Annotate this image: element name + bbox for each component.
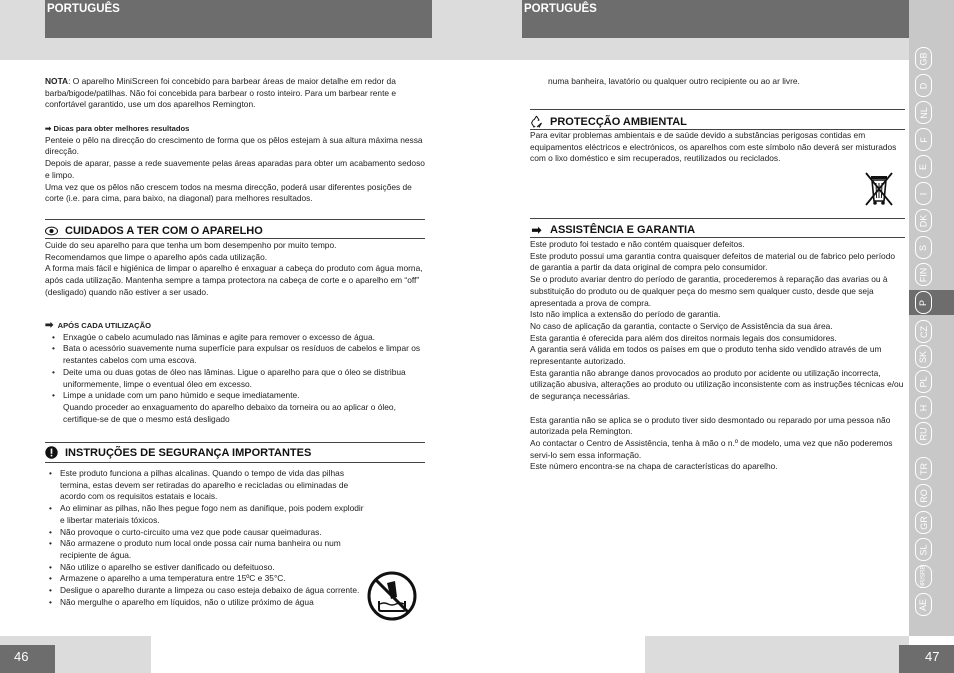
tips-line: Uma vez que os pêlos não crescem todos na mesma direcção, poderá usar diferentes posições de corte (i.e. para cima, para baixo, na diagonal) para melhores resultados.: [45, 181, 412, 204]
warranty-line: Este produto foi testado e não contém quaisquer defeitos.: [530, 239, 745, 249]
footer-band-right: [645, 636, 909, 673]
lang-tab-ae[interactable]: AE: [915, 593, 932, 616]
tips-block: [45, 123, 427, 205]
after-use-item: • Deite uma ou duas gotas de óleo nas lâminas. Ligue o aparelho para que o óleo se distribua uniformemente, limpe o eventual óleo em excesso.: [50, 367, 427, 390]
tips-line: Penteie o pêlo na direcção do crescimento de forma que os pêlos estejam à sua altura máxima nessa direcção.: [45, 134, 423, 157]
warranty-section-title: [530, 223, 695, 236]
safety-item: • Ao eliminar as pilhas, não lhes pegue fogo nem as danifique, pois podem explodir e libertar materiais tóxicos.: [47, 503, 365, 526]
warranty-line: Isto não implica a extensão do período de garantia.: [530, 309, 721, 320]
env-section-title: [530, 115, 687, 128]
header-language-right: PORTUGUÊS: [522, 0, 909, 38]
lang-tab-d[interactable]: D: [915, 74, 932, 97]
warning-icon: [45, 446, 58, 459]
lang-tab-hr-srb[interactable]: HR/SRB: [915, 565, 932, 588]
section-rule: [45, 238, 425, 239]
care-line: Cuide do seu aparelho para que tenha um bom desempenho por muito tempo.: [45, 240, 337, 250]
arrow-right-icon: ➡: [45, 124, 52, 133]
warranty-line: Este número encontra-se na chapa de características do aparelho.: [530, 461, 778, 472]
care-line: Recomendamos que limpe o aparelho após cada utilização.: [45, 251, 268, 262]
arrow-right-icon: ➡: [45, 320, 54, 331]
tips-title: Dicas para obter melhores resultados: [53, 124, 190, 133]
warranty-line: No caso de aplicação da garantia, contacte o Serviço de Assistência da sua área.: [530, 320, 833, 331]
after-use-item: • Enxagúe o cabelo acumulado nas lâminas e agite para remover o excesso de água.: [50, 332, 427, 344]
section-rule: [530, 237, 905, 238]
header-language-left: PORTUGUÊS: [45, 0, 432, 38]
safety-item: • Armazene o aparelho a uma temperatura entre 15ºC e 35°C.: [47, 573, 365, 585]
lang-tab-nl[interactable]: NL: [915, 101, 932, 124]
safety-item: • Este produto funciona a pilhas alcalinas. Quando o tempo de vida das pilhas termina, estas devem ser retiradas do aparelho e recicladas ou eliminadas de acordo com os requisitos estatais e locais.: [47, 468, 365, 503]
lang-tab-ru[interactable]: RU: [915, 422, 932, 445]
section-rule: [530, 218, 905, 219]
lang-tab-ro[interactable]: RO: [915, 484, 932, 507]
lang-tab-dk[interactable]: DK: [915, 209, 932, 232]
safety-title: INSTRUÇÕES DE SEGURANÇA IMPORTANTES: [65, 446, 312, 459]
safety-item: • Não provoque o curto-circuito uma vez que pode causar queimaduras.: [47, 527, 365, 539]
lang-tab-s[interactable]: S: [915, 236, 932, 259]
warranty-line: Esta garantia não abrange danos provocados ao produto por acidente ou utilização incorrecta, utilização abusiva, alterações ao produto ou utilização inconsistente com as instruções técnicas e/ou de segurança necessárias.: [530, 367, 904, 402]
warranty-line: Esta garantia é oferecida para além dos direitos normais legais dos consumidores.: [530, 332, 837, 343]
lang-tab-pl[interactable]: PL: [915, 370, 932, 393]
safety-item: • Não utilize o aparelho se estiver danificado ou defeituoso.: [47, 562, 365, 574]
section-rule: [45, 462, 425, 463]
lang-tab-tr[interactable]: TR: [915, 457, 932, 480]
page-number-left: 46: [0, 645, 55, 673]
care-line: A forma mais fácil e higiénica de limpar o aparelho é enxaguar a cabeça do produto com água morna, após cada utilização. Mantenha sempre a tampa protectora na cabeça de corte e o aparelho em “off” (desligado) quando não estiver a ser usado.: [45, 263, 423, 297]
warranty-line: A garantia será válida em todos os países em que o produto tenha sido vendido através de um representante autorizado.: [530, 344, 882, 367]
eye-icon: [45, 224, 58, 237]
lang-tab-sk[interactable]: SK: [915, 345, 932, 368]
arrow-right-icon: ➡: [531, 222, 542, 237]
lang-tab-sl[interactable]: SL: [915, 538, 932, 561]
nota-paragraph: [45, 76, 427, 111]
page-number-right: 47: [899, 645, 954, 673]
lang-tab-gr[interactable]: GR: [915, 511, 932, 534]
safety-item: • Não armazene o produto num local onde possa cair numa banheira ou num recipiente de água.: [47, 538, 365, 561]
after-use-block: [45, 320, 427, 425]
lang-tab-p[interactable]: P: [915, 291, 932, 314]
recycle-icon: [530, 115, 543, 128]
tips-line: Depois de aparar, passe a rede suavemente pelas áreas aparadas para obter um acabamento sedoso e limpo.: [45, 158, 425, 180]
env-text: Para evitar problemas ambientais e de saúde devido a substâncias perigosas contidas em equipamentos eléctricos e electrónicos, os aparelhos com este símbolo não deverá ser misturados com o lixo doméstico e sim recuperados, reutilizados ou reciclados.: [530, 130, 897, 164]
lang-tab-e[interactable]: E: [915, 155, 932, 178]
lang-tab-f[interactable]: F: [915, 128, 932, 151]
no-water-immersion-icon: [367, 571, 417, 621]
env-title: PROTECÇÃO AMBIENTAL: [550, 115, 687, 128]
after-use-note: Quando proceder ao enxaguamento do aparelho debaixo da torneira ou ao aplicar o óleo, certifique-se de que o mesmo está desligado: [63, 401, 396, 424]
section-rule: [45, 219, 425, 220]
after-use-item: • Limpe a unidade com um pano húmido e seque imediatamente.: [50, 390, 427, 402]
continuation-text: numa banheira, lavatório ou qualquer outro recipiente ou ao ar livre.: [548, 76, 800, 86]
nota-label: NOTA: [45, 76, 69, 86]
lang-tab-i[interactable]: I: [915, 182, 932, 205]
nota-text: : O aparelho MiniScreen foi concebido para barbear áreas de maior detalhe em redor da barba/bigode/patilhas. Não foi concebida para barbear o rosto inteiro. Para um barbear rente e confortável garantido, use um dos aparelhos Remington.: [45, 76, 397, 110]
section-rule: [45, 442, 425, 443]
warranty-line: Se o produto avariar dentro do período de garantia, procederemos à reparação das avarias ou à substituição do produto ou de qualquer peça do mesmo sem qualquer custo, desde que seja apresentada a prova de compra.: [530, 274, 888, 308]
safety-section-title: [45, 446, 311, 459]
lang-tab-fin[interactable]: FIN: [915, 263, 932, 286]
safety-list: [47, 468, 365, 608]
warranty-text: [530, 239, 904, 473]
weee-bin-icon: [861, 170, 897, 208]
section-rule: [530, 109, 905, 110]
after-use-item: • Bata o acessório suavemente numa superfície para expulsar os resíduos de cabelos e limpar os restantes cabelos com uma escova.: [50, 343, 427, 366]
care-section-title: [45, 224, 263, 237]
care-text: [45, 240, 427, 299]
warranty-line: Este produto possui uma garantia contra quaisquer defeitos de material ou de fabrico pelo período de garantia a partir da data original de compra pelo consumidor.: [530, 250, 896, 273]
after-use-title: APÓS CADA UTILIZAÇÃO: [57, 321, 151, 330]
lang-tab-cz[interactable]: CZ: [915, 320, 932, 343]
lang-tab-gb[interactable]: GB: [915, 47, 932, 70]
safety-item: • Desligue o aparelho durante a limpeza ou caso esteja debaixo de água corrente.: [47, 585, 365, 597]
warranty-title: ASSISTÊNCIA E GARANTIA: [550, 223, 696, 236]
warranty-line: Ao contactar o Centro de Assistência, tenha à mão o n.º de modelo, uma vez que não poderemos servi-lo sem essa informação.: [530, 437, 893, 460]
care-title: CUIDADOS A TER COM O APARELHO: [65, 224, 263, 237]
lang-tab-h[interactable]: H: [915, 396, 932, 419]
safety-item: • Não mergulhe o aparelho em líquidos, não o utilize próximo de água: [47, 597, 365, 609]
warranty-line: Esta garantia não se aplica se o produto tiver sido desmontado ou reparado por uma pessoa não autorizada pela Remington.: [530, 414, 891, 437]
